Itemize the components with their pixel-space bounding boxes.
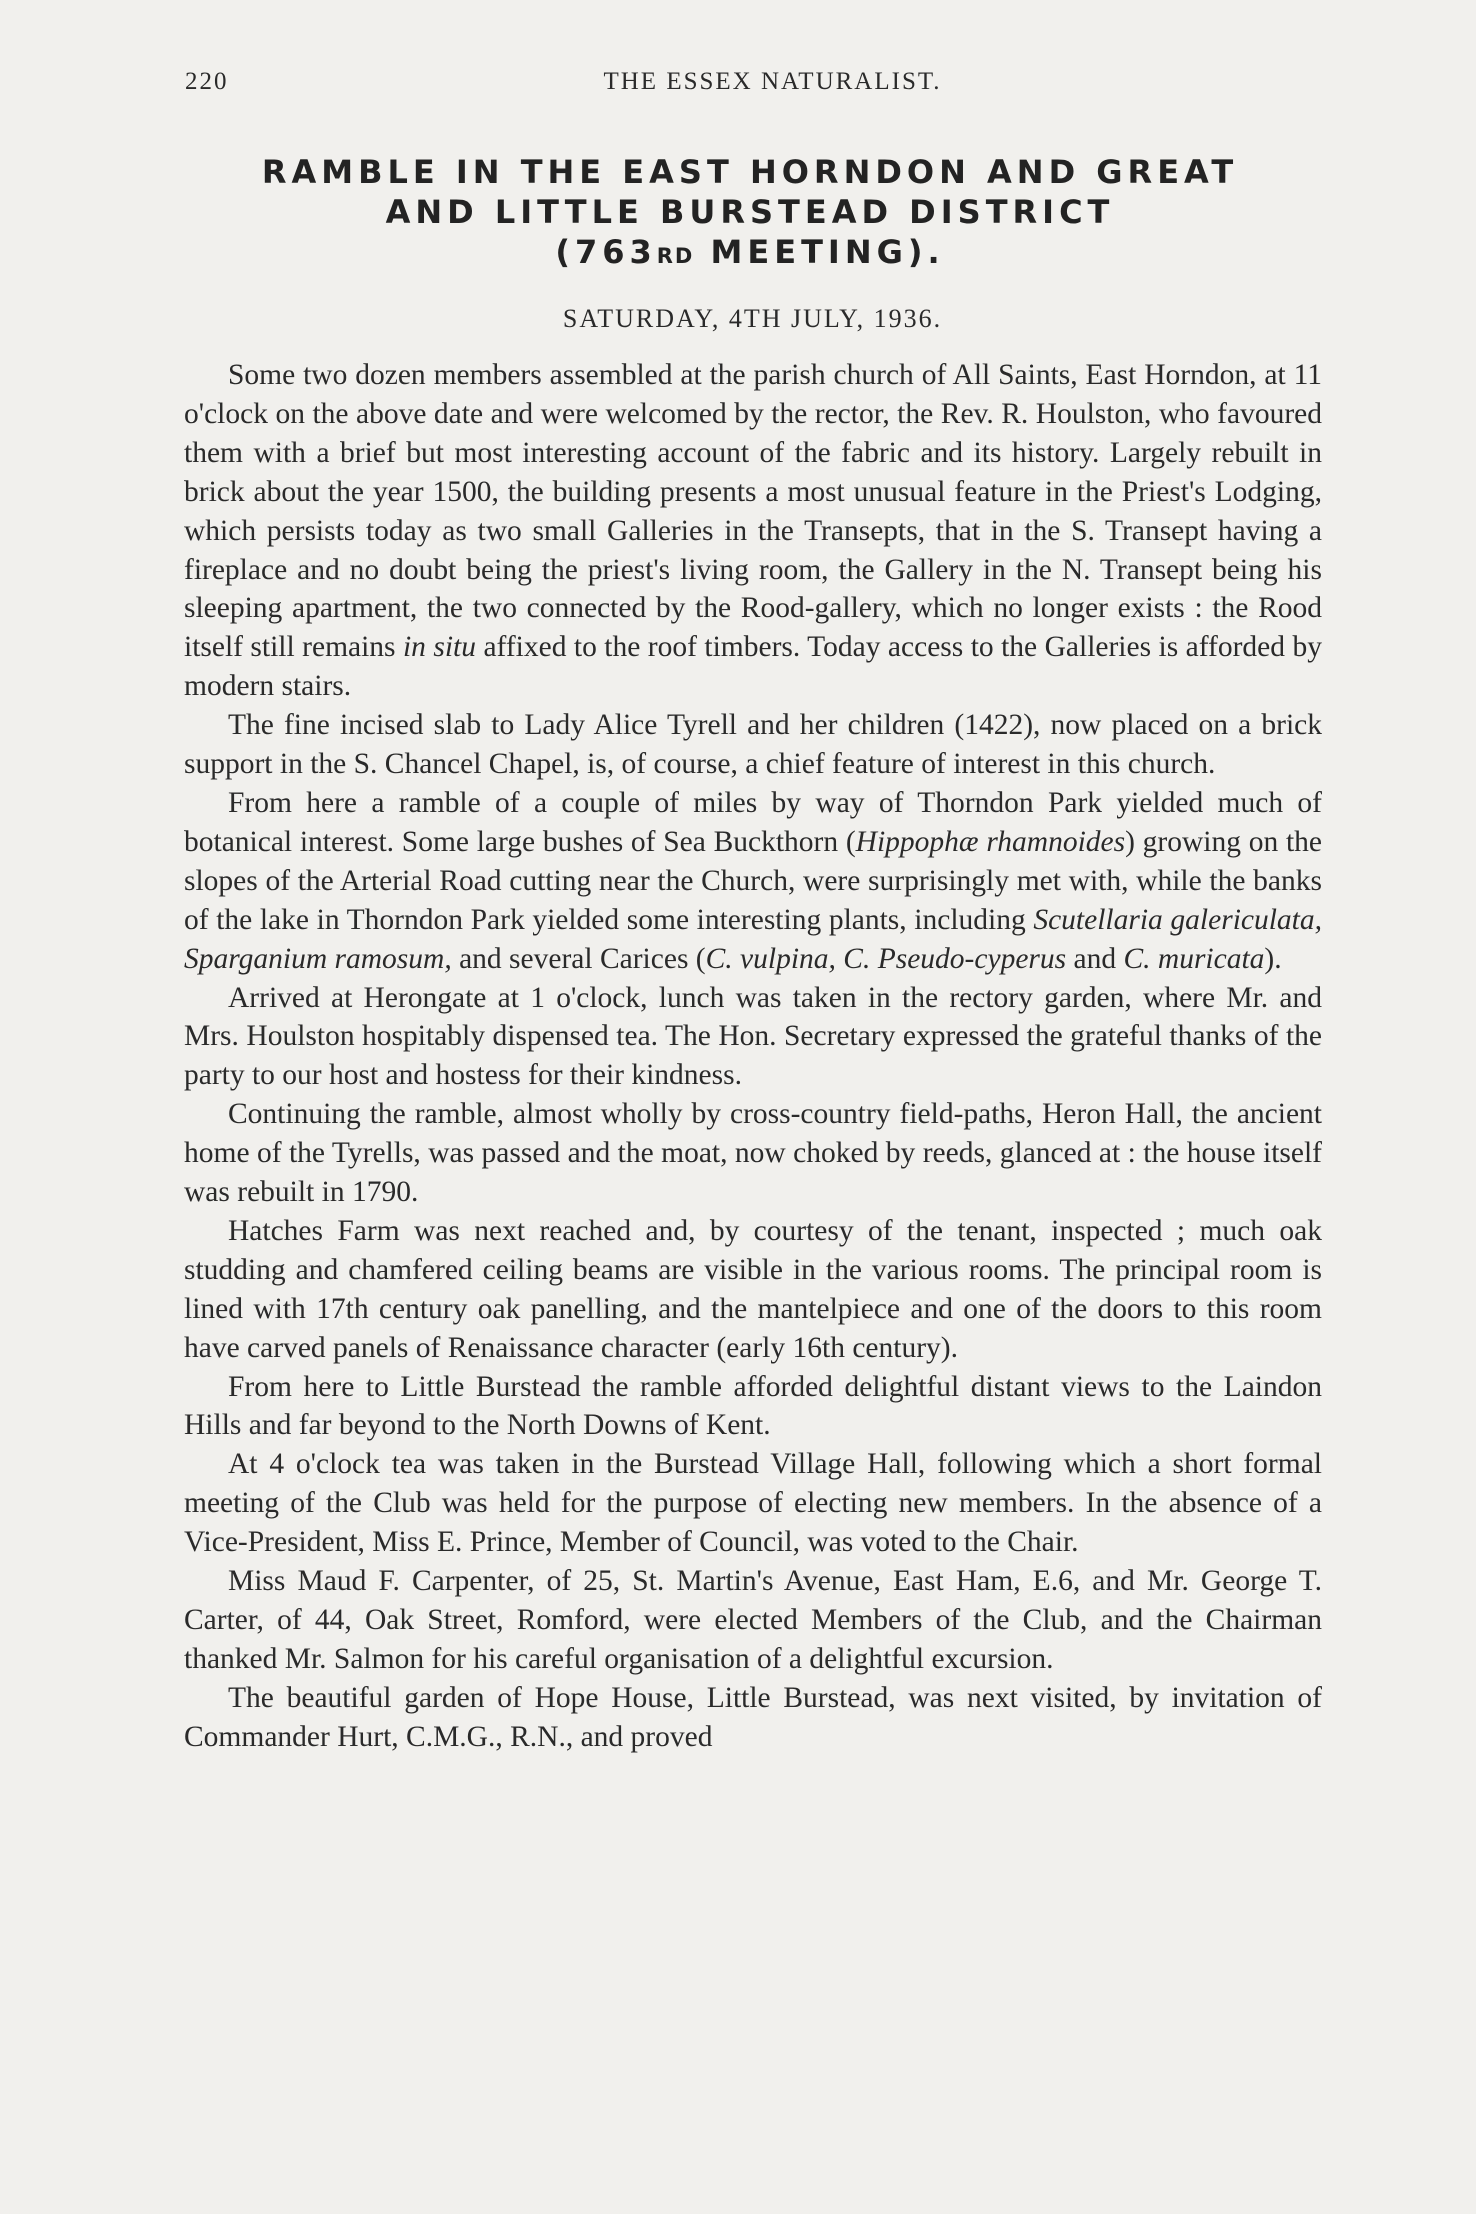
meeting-label: MEETING).	[694, 233, 945, 271]
title-line-2: AND LITTLE BURSTEAD DISTRICT	[385, 193, 1115, 231]
meeting-number: (763	[555, 233, 657, 271]
journal-title: THE ESSEX NATURALIST.	[603, 68, 942, 95]
paragraph-thorndon-park: From here a ramble of a couple of miles by way of Thorndon Park yielded much of botanical interest. Some large bushes of Sea Buckthorn (Hippophæ rhamnoides) growing on the slopes of the Arterial Road cutting near the Church, were surprisingly met with, while the banks of the lake in Thorndon Park yielded some interesting plants, including Scutellaria galericulata, Sparganium ramosum, and several Carices (C. vulpina, C. Pseudo-cyperus and C. muricata).	[184, 786, 1323, 975]
title-line-1: RAMBLE IN THE EAST HORNDON AND GREAT	[261, 153, 1239, 191]
paragraph-tyrell-slab: The fine incised slab to Lady Alice Tyrell and her children (1422), now placed on a brick support in the S. Chancel Chapel, is, of course, a chief feature of interest in this church.	[184, 709, 1322, 781]
paragraph-hatches-farm: Hatches Farm was next reached and, by courtesy of the tenant, inspected ; much oak studding and chamfered ceiling beams are visible in the various rooms. The principal room is lined with 17th century oak panelling, and the mantelpiece and one of the doors to this room have carved panels of Renaissance character (early 16th century).	[184, 1214, 1322, 1364]
paragraph-herongate-lunch: Arrived at Herongate at 1 o'clock, lunch was taken in the rectory garden, where Mr. and Mrs. Houlston hospitably dispensed tea. The Hon. Secretary expressed the grateful thanks of the party to our host and hostess for their kindness.	[184, 981, 1322, 1092]
running-head	[185, 68, 1320, 108]
title-line-3	[150, 232, 1350, 276]
page-number: 220	[185, 68, 229, 95]
article-title	[150, 152, 1350, 276]
paragraph-hope-house: The beautiful garden of Hope House, Little Burstead, was next visited, by invitation of Commander Hurt, C.M.G., R.N., and proved	[184, 1681, 1322, 1753]
latin-phrase: in situ	[402, 631, 477, 664]
species-name: Scutellaria galericulata, Sparganium ramosum,	[184, 903, 1322, 975]
paragraph-little-burstead-views: From here to Little Burstead the ramble afforded delightful distant views to the Laindon Hills and far beyond to the North Downs of Kent.	[184, 1370, 1322, 1442]
meeting-date: SATURDAY, 4TH JULY, 1936.	[562, 304, 943, 333]
species-name: C. vulpina, C. Pseudo-cyperus	[705, 942, 1067, 975]
meeting-ordinal-suffix: RD	[656, 244, 695, 268]
paragraph-east-horndon-church: Some two dozen members assembled at the parish church of All Saints, East Horndon, at 11 o'clock on the above date and were welcomed by the rector, the Rev. R. Houlston, who favoured them with a brief but most interesting account of the fabric and its history. Largely rebuilt in brick about the year 1500, the building presents a most unusual feature in the Priest's Lodging, which persists today as two small Galleries in the Transepts, that in the S. Transept having a fireplace and no doubt being the priest's living room, the Gallery in the N. Transept being his sleeping apartment, the two connected by the Rood-gallery, which no longer exists : the Rood itself still remains in situ affixed to the roof timbers. Today access to the Galleries is afforded by modern stairs.	[184, 359, 1322, 703]
paragraph-heron-hall: Continuing the ramble, almost wholly by cross-country field-paths, Heron Hall, the ancient home of the Tyrells, was passed and the moat, now choked by reeds, glanced at : the house itself was rebuilt in 1790.	[184, 1098, 1322, 1209]
species-name: Hippophæ rhamnoides	[855, 825, 1126, 858]
paragraph-new-members: Miss Maud F. Carpenter, of 25, St. Martin's Avenue, East Ham, E.6, and Mr. George T. Carter, of 44, Oak Street, Romford, were elected Members of the Club, and the Chairman thanked Mr. Salmon for his careful organisation of a delightful excursion.	[184, 1565, 1322, 1675]
species-name: C. muricata	[1123, 942, 1265, 975]
paragraph-village-hall-meeting: At 4 o'clock tea was taken in the Burstead Village Hall, following which a short formal meeting of the Club was held for the purpose of electing new members. In the absence of a Vice-President, Miss E. Prince, Member of Council, was voted to the Chair.	[184, 1448, 1322, 1559]
article-body	[184, 356, 1322, 1757]
